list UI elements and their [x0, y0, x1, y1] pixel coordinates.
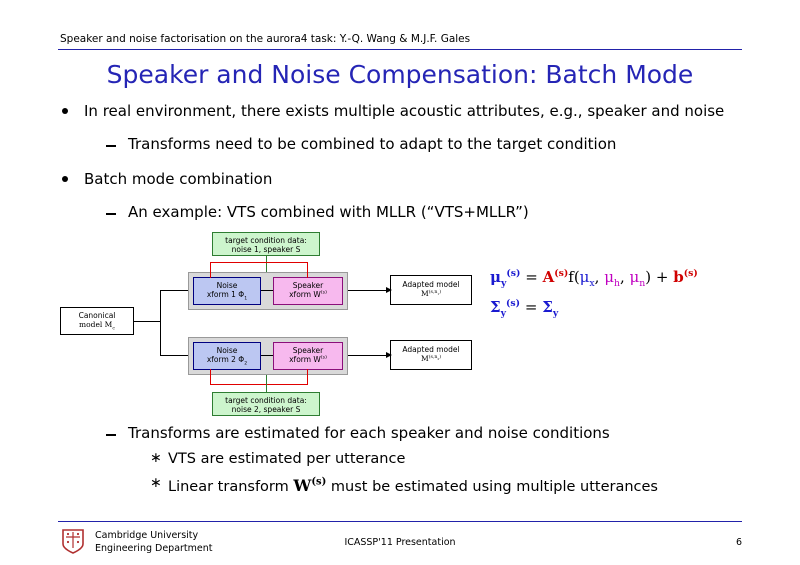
bullet-level1-2 — [84, 170, 744, 188]
bullet-dash-icon — [106, 145, 116, 147]
equation-2 — [490, 298, 698, 328]
target-condition-1-line2: noise 1, speaker S — [231, 245, 301, 255]
bullet-level3-2 — [150, 475, 748, 495]
eq1-plus: + — [655, 268, 669, 286]
asterisk-icon: ∗ — [150, 475, 162, 491]
noise-xform-2-line1: Noise — [216, 346, 238, 355]
bullet-level1-1-text: In real environment, there exists multiple acoustic attributes, e.g., speaker and noise — [84, 102, 725, 120]
footer-org-line2: Engineering Department — [95, 542, 213, 554]
asterisk-icon: ∗ — [150, 450, 162, 466]
speaker-xform-box-1 — [273, 277, 343, 305]
bullet-dot-icon — [62, 176, 68, 182]
bullet-level2-3 — [128, 424, 748, 442]
speaker-xform-1-line2: xform $W^{(s)}$ — [289, 290, 327, 300]
footer-org-line1: Cambridge University — [95, 530, 199, 541]
bullet-level2-1 — [128, 135, 748, 153]
equation-block — [490, 268, 698, 328]
eq1-b: $b^{(s)}$ — [673, 268, 698, 286]
adapted-model-1-line2: $M^{(s,n_1)}$ — [421, 289, 441, 299]
speaker-xform-1-line1: Speaker — [292, 281, 324, 290]
page-title: Speaker and Noise Compensation: Batch Mode — [106, 60, 694, 89]
bullet-level1-1 — [84, 102, 744, 120]
eq1-mu-y: $\mu_y^{(s)}$ — [490, 268, 521, 289]
canonical-model-line2: model $M_c$ — [79, 320, 115, 332]
eq1-comma1: , — [594, 268, 605, 286]
bullet-level3-1 — [150, 450, 748, 467]
eq1-close: ) — [645, 268, 652, 286]
bullet-level2-2-text: An example: VTS combined with MLLR (“VTS+MLLR”) — [128, 203, 529, 221]
canonical-branch-top — [160, 290, 188, 291]
eq2-sigma-y: $\Sigma_y^{(s)}$ — [490, 298, 521, 319]
canonical-stem — [134, 321, 160, 322]
adapted-model-box-2 — [390, 340, 472, 370]
link-noise1-speaker1 — [261, 290, 273, 291]
bullet-level3-1-text: VTS are estimated per utterance — [168, 451, 406, 467]
footer-divider — [58, 521, 742, 522]
canonical-fan-vertical — [160, 290, 161, 356]
target-connector-2 — [266, 375, 267, 393]
adapted-model-2-line2: $M^{(s,n_2)}$ — [421, 354, 441, 364]
speaker-xform-2-line1: Speaker — [292, 346, 324, 355]
noise-xform-box-1 — [193, 277, 261, 305]
target-condition-box-2 — [212, 392, 320, 416]
bullet-level3-2-post: must be estimated using multiple utterances — [326, 479, 658, 495]
bullet-level3-2-pre: Linear transform — [168, 479, 294, 495]
eq1-mu-n: $\mu_n$ — [629, 268, 646, 289]
bullet-dot-icon — [62, 108, 68, 114]
speaker-xform-box-2 — [273, 342, 343, 370]
bullet-level2-3-text: Transforms are estimated for each speaker and noise conditions — [128, 424, 610, 442]
adapted-model-box-1 — [390, 275, 472, 305]
bullet-level2-2 — [128, 203, 748, 221]
red-feedback-bracket-2 — [210, 369, 308, 385]
noise-xform-2-line2: xform 2 $\Phi_2$ — [206, 355, 248, 367]
target-condition-box-1 — [212, 232, 320, 256]
red-feedback-bracket-1 — [210, 262, 308, 278]
canonical-model-box — [60, 307, 134, 335]
bullet-level2-1-text: Transforms need to be combined to adapt to the target condition — [128, 135, 617, 153]
footer-page-number: 6 — [735, 537, 742, 548]
noise-xform-1-line1: Noise — [216, 281, 238, 290]
link-speaker2-adapted2 — [348, 355, 390, 356]
bullet-level3-2-math: $W^{(s)}$ — [293, 476, 327, 495]
bullet-level1-2-text: Batch mode combination — [84, 170, 273, 188]
header-divider — [58, 49, 742, 50]
eq2-equals: = — [524, 298, 538, 316]
target-condition-2-line1: target condition data: — [225, 396, 307, 405]
speaker-xform-2-line2: xform $W^{(s)}$ — [289, 355, 327, 365]
link-noise2-speaker2 — [261, 355, 273, 356]
adapted-model-1-line1: Adapted model — [402, 280, 460, 289]
eq1-comma2: , — [619, 268, 630, 286]
target-condition-1-line1: target condition data: — [225, 236, 307, 245]
bullet-dash-icon — [106, 213, 116, 215]
eq1-f: f( — [568, 268, 580, 286]
footer-event: ICASSP'11 Presentation — [344, 537, 456, 548]
eq2-sigma-rhs: $\Sigma_y$ — [542, 298, 559, 319]
vts-mllr-diagram — [60, 232, 480, 415]
canonical-model-line1: Canonical — [78, 311, 116, 320]
target-condition-2-line2: noise 2, speaker S — [231, 405, 301, 415]
adapted-model-2-line1: Adapted model — [402, 345, 460, 354]
eq1-mu-h: $\mu_h$ — [604, 268, 620, 289]
canonical-branch-bottom — [160, 355, 188, 356]
running-header: Speaker and noise factorisation on the aurora4 task: Y.-Q. Wang & M.J.F. Gales — [60, 33, 471, 45]
eq1-mu-x: $\mu_x$ — [579, 268, 595, 289]
noise-xform-1-line2: xform 1 $\Phi_1$ — [206, 290, 248, 302]
eq1-equals: = — [525, 268, 538, 286]
noise-xform-box-2 — [193, 342, 261, 370]
link-speaker1-adapted1 — [348, 290, 390, 291]
bullet-dash-icon — [106, 434, 116, 436]
eq1-A: $A^{(s)}$ — [542, 268, 569, 286]
equation-1 — [490, 268, 698, 298]
